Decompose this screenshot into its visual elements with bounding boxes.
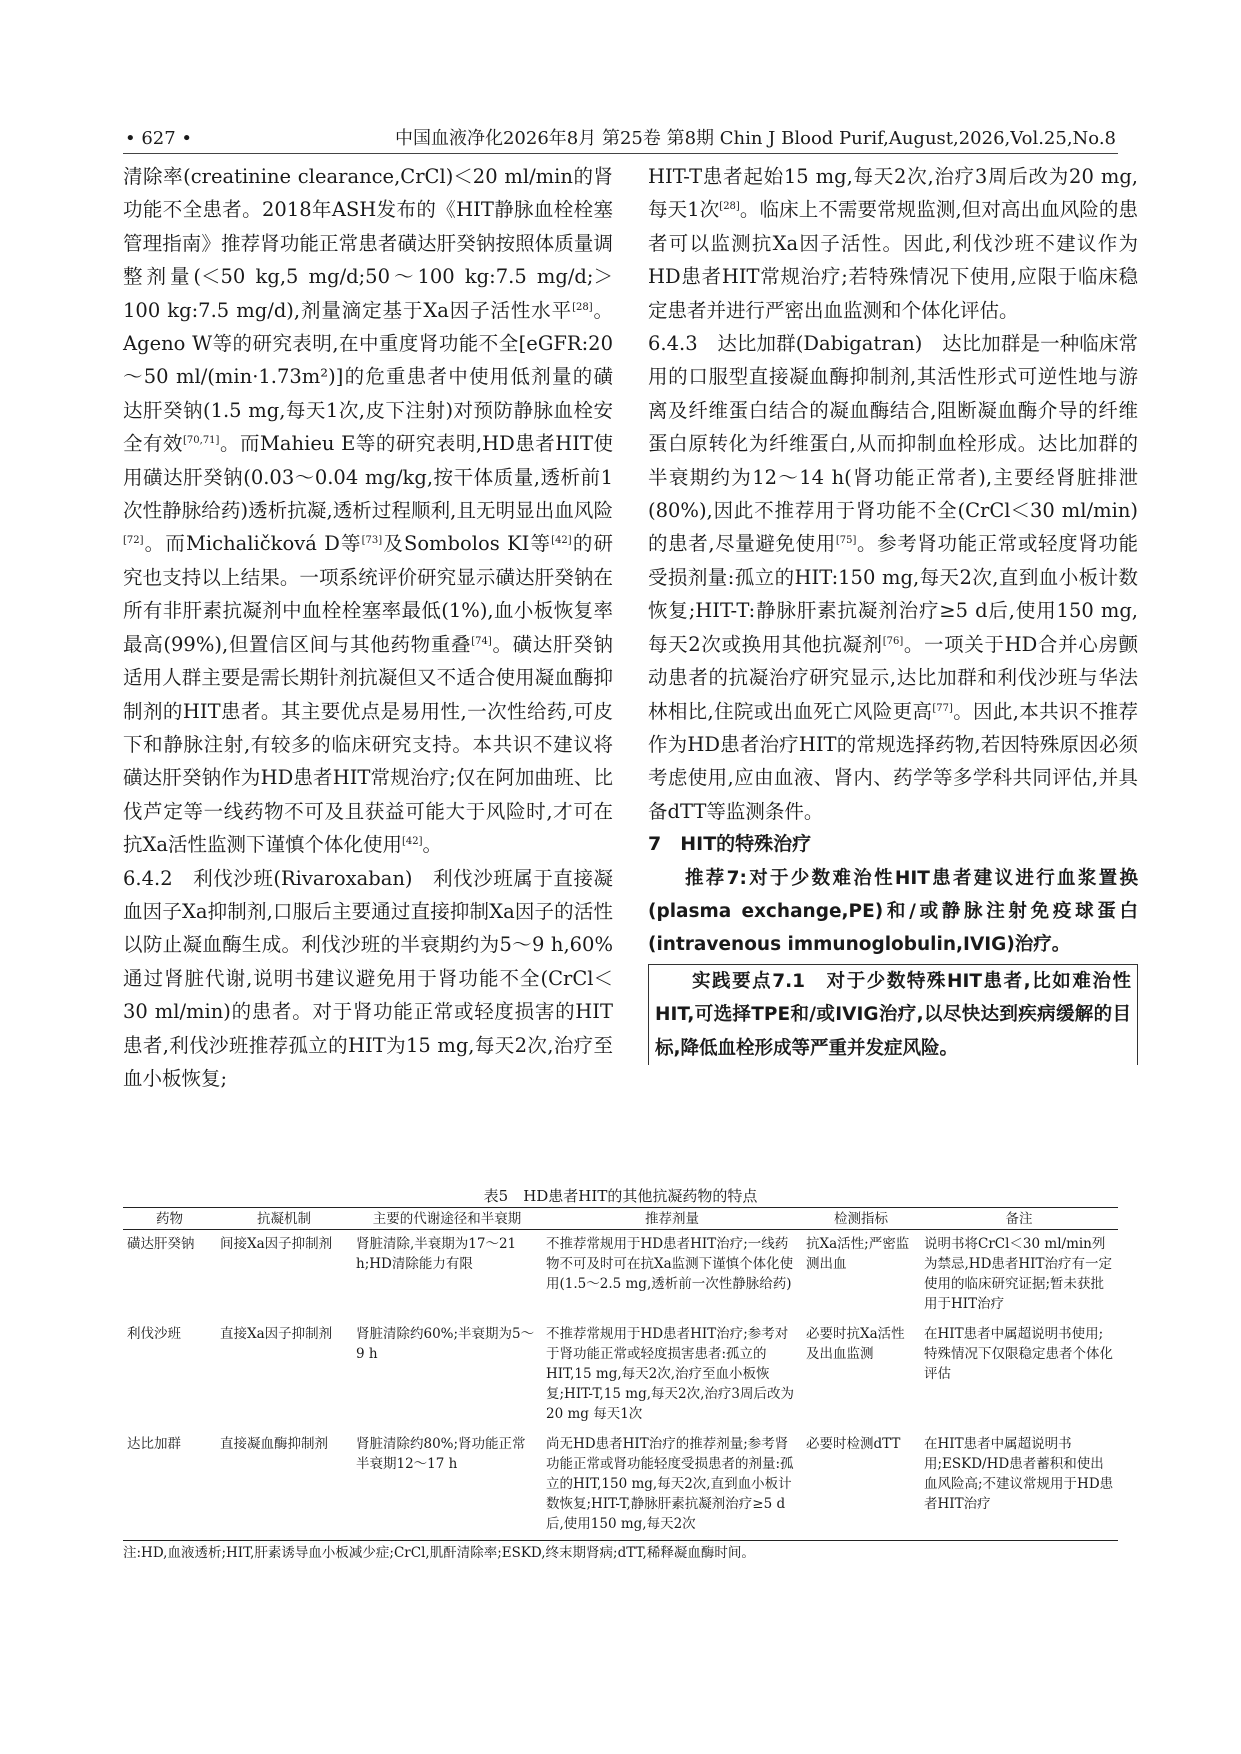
- subsection-heading: 6.4.2 利伐沙班(Rivaroxaban): [123, 866, 434, 890]
- cell-mechanism: 直接Xa因子抑制剂: [220, 1326, 333, 1342]
- citation-ref: [76]: [882, 635, 904, 647]
- page-number: • 627 •: [125, 128, 193, 149]
- cell-metabolism: 肾脏清除约60%;半衰期为5～9 h: [356, 1326, 535, 1362]
- cell-remarks: 在HIT患者中属超说明书使用;特殊情况下仅限稳定患者个体化评估: [924, 1326, 1113, 1382]
- citation-ref: [70,71]: [183, 435, 220, 447]
- cell-monitoring: 必要时抗Xa活性及出血监测: [806, 1326, 905, 1362]
- col-header-monitoring: 检测指标: [802, 1208, 920, 1230]
- subsection-heading: 6.4.3 达比加群(Dabigatran): [648, 332, 943, 356]
- table-row: [123, 1230, 1118, 1321]
- cell-dose: 不推荐常规用于HD患者HIT治疗;参考对于肾功能正常或轻度损害患者:孤立的HIT,15 mg,每天2次,治疗至血小板恢复;HIT-T,15 mg,每天2次,治疗3周后改为20 mg 每天1次: [546, 1326, 794, 1422]
- paragraph-dabigatran: 6.4.3 达比加群(Dabigatran) 达比加群是一种临床常用的口服型直接凝血酶抑制剂,其活性形式可逆性地与游离及纤维蛋白结合的凝血酶结合,阻断凝血酶介导的纤维蛋白原转化为纤维蛋白,从而抑制血栓形成。达比加群的半衰期约为12～14 h(肾功能正常者),主要经肾脏排泄(80%),因此不推荐用于肾功能不全(CrCl＜30 ml/min)的患者,尽量避免使用[75]。参考肾功能正常或轻度肾功能受损剂量:孤立的HIT:150 mg,每天2次,直到血小板计数恢复;HIT-T:静脉肝素抗凝剂治疗≥5 d后,使用150 mg,每天2次或换用其他抗凝剂[76]。一项关于HD合并心房颤动患者的抗凝治疗研究显示,达比加群和利伐沙班与华法林相比,住院或出血死亡风险更高[77]。因此,本共识不推荐作为HD患者治疗HIT的常规选择药物,若因特殊原因必须考虑使用,应由血液、肾内、药学等多学科共同评估,并具备dTT等监测条件。: [648, 332, 1138, 823]
- recommendation: 推荐7:对于少数难治性HIT患者建议进行血浆置换(plasma exchange,PE)和/或静脉注射免疫球蛋白(intravenous immunoglobulin,IVIG)治疗。: [648, 867, 1138, 956]
- cell-mechanism: 间接Xa因子抑制剂: [220, 1236, 333, 1252]
- col-header-mechanism: 抗凝机制: [216, 1208, 352, 1230]
- cell-mechanism: 直接凝血酶抑制剂: [220, 1436, 328, 1452]
- col-header-drug: 药物: [123, 1208, 216, 1230]
- col-header-remarks: 备注: [920, 1208, 1118, 1230]
- paragraph-fondaparinux: 清除率(creatinine clearance,CrCl)＜20 ml/min的肾功能不全患者。2018年ASH发布的《HIT静脉血栓栓塞管理指南》推荐肾功能正常患者磺达肝癸钠按照体质量调整剂量(＜50 kg,5 mg/d;50～100 kg:7.5 mg/d;＞100 kg:7.5 mg/d),剂量滴定基于Xa因子活性水平[28]。Ageno W等的研究表明,在中重度肾功能不全[eGFR:20～50 ml/(min·1.73m²)]的危重患者中使用低剂量的磺达肝癸钠(1.5 mg,每天1次,皮下注射)对预防静脉血栓安全有效[70,71]。而Mahieu E等的研究表明,HD患者HIT使用磺达肝癸钠(0.03～0.04 mg/kg,按干体质量,透析前1次性静脉给药)透析抗凝,透析过程顺利,且无明显出血风险[72]。而Michaličková D等[73]及Sombolos KI等[42]的研究也支持以上结果。一项系统评价研究显示磺达肝癸钠在所有非肝素抗凝剂中血栓栓塞率最低(1%),血小板恢复率最高(99%),但置信区间与其他药物重叠[74]。磺达肝癸钠适用人群主要是需长期针剂抗凝但又不适合使用凝血酶抑制剂的HIT患者。其主要优点是易用性,一次性给药,可皮下和静脉注射,有较多的临床研究支持。本共识不建议将磺达肝癸钠作为HD患者HIT常规治疗;仅在阿加曲班、比伐芦定等一线药物不可及且获益可能大于风险时,才可在抗Xa活性监测下谨慎个体化使用[42]。: [123, 165, 613, 857]
- citation-ref: [77]: [932, 702, 953, 714]
- citation-ref: [42]: [551, 535, 572, 547]
- cell-dose: 尚无HD患者HIT治疗的推荐剂量;参考肾功能正常或肾功能轻度受损患者的剂量:孤立的HIT,150 mg,每天2次,直到血小板计数恢复;HIT-T,静脉肝素抗凝剂治疗≥5 d后,使用150 mg,每天2次: [546, 1436, 794, 1532]
- cell-drug: 磺达肝癸钠: [127, 1236, 195, 1252]
- cell-dose: 不推荐常规用于HD患者HIT治疗;一线药物不可及时可在抗Xa监测下谨慎个体化使用(1.5～2.5 mg,透析前一次性静脉给药): [546, 1236, 794, 1292]
- cell-remarks: 说明书将CrCl＜30 ml/min列为禁忌,HD患者HIT治疗有一定使用的临床研究证据;暂未获批用于HIT治疗: [924, 1236, 1112, 1312]
- citation-ref: [28]: [719, 201, 740, 213]
- table-footnote: 注:HD,血液透析;HIT,肝素诱导血小板减少症;CrCl,肌酐清除率;ESKD,终末期肾病;dTT,稀释凝血酶时间。: [123, 1545, 755, 1561]
- journal-citation: 中国血液净化2026年8月 第25卷 第8期 Chin J Blood Purif,August,2026,Vol.25,No.8: [394, 128, 1116, 149]
- practice-point-box: [648, 964, 1138, 1065]
- cell-drug: 利伐沙班: [127, 1326, 181, 1342]
- left-column: [123, 160, 613, 1095]
- citation-ref: [42]: [402, 836, 423, 848]
- citation-ref: [72]: [123, 535, 144, 547]
- cell-metabolism: 肾脏清除约80%;肾功能正常半衰期12～17 h: [356, 1436, 526, 1472]
- col-header-dose: 推荐剂量: [542, 1208, 802, 1230]
- table-caption: 表5 HD患者HIT的其他抗凝药物的特点: [483, 1187, 758, 1205]
- table-row: [123, 1430, 1118, 1541]
- table-row: [123, 1320, 1118, 1430]
- right-column: [648, 160, 1138, 1065]
- cell-metabolism: 肾脏清除,半衰期为17～21 h;HD清除能力有限: [356, 1236, 517, 1272]
- running-header: [123, 125, 1118, 154]
- table-5: [123, 1185, 1118, 1563]
- citation-ref: [75]: [835, 535, 857, 547]
- paragraph-rivaroxaban: 6.4.2 利伐沙班(Rivaroxaban) 利伐沙班属于直接凝血因子Xa抑制剂,口服后主要通过直接抑制Xa因子的活性以防止凝血酶生成。利伐沙班的半衰期约为5～9 h,60%通过肾脏代谢,说明书建议避免用于肾功能不全(CrCl＜30 ml/min)的患者。对于肾功能正常或轻度损害的HIT患者,利伐沙班推荐孤立的HIT为15 mg,每天2次,治疗至血小板恢复;: [123, 866, 613, 1090]
- anticoagulant-table: [123, 1207, 1118, 1541]
- citation-ref: [74]: [471, 635, 492, 647]
- table-header-row: [123, 1208, 1118, 1230]
- cell-drug: 达比加群: [127, 1436, 181, 1452]
- practice-point-text: 实践要点7.1 对于少数特殊HIT患者,比如难治性HIT,可选择TPE和/或IVIG治疗,以尽快达到疾病缓解的目标,降低血栓形成等严重并发症风险。: [655, 970, 1131, 1059]
- cell-monitoring: 必要时检测dTT: [806, 1436, 901, 1452]
- cell-monitoring: 抗Xa活性;严密监测出血: [806, 1236, 910, 1272]
- col-header-metabolism: 主要的代谢途径和半衰期: [352, 1208, 542, 1230]
- section-heading: 7 HIT的特殊治疗: [648, 833, 812, 856]
- paragraph-rivaroxaban-cont: HIT-T患者起始15 mg,每天2次,治疗3周后改为20 mg,每天1次[28]。临床上不需要常规监测,但对高出血风险的患者可以监测抗Xa因子活性。因此,利伐沙班不建议作为HD患者HIT常规治疗;若特殊情况下使用,应限于临床稳定患者并进行严密出血监测和个体化评估。: [648, 165, 1138, 322]
- cell-remarks: 在HIT患者中属超说明书用;ESKD/HD患者蓄积和使出血风险高;不建议常规用于HD患者HIT治疗: [924, 1436, 1114, 1512]
- citation-ref: [73]: [361, 535, 383, 547]
- citation-ref: [28]: [572, 301, 593, 313]
